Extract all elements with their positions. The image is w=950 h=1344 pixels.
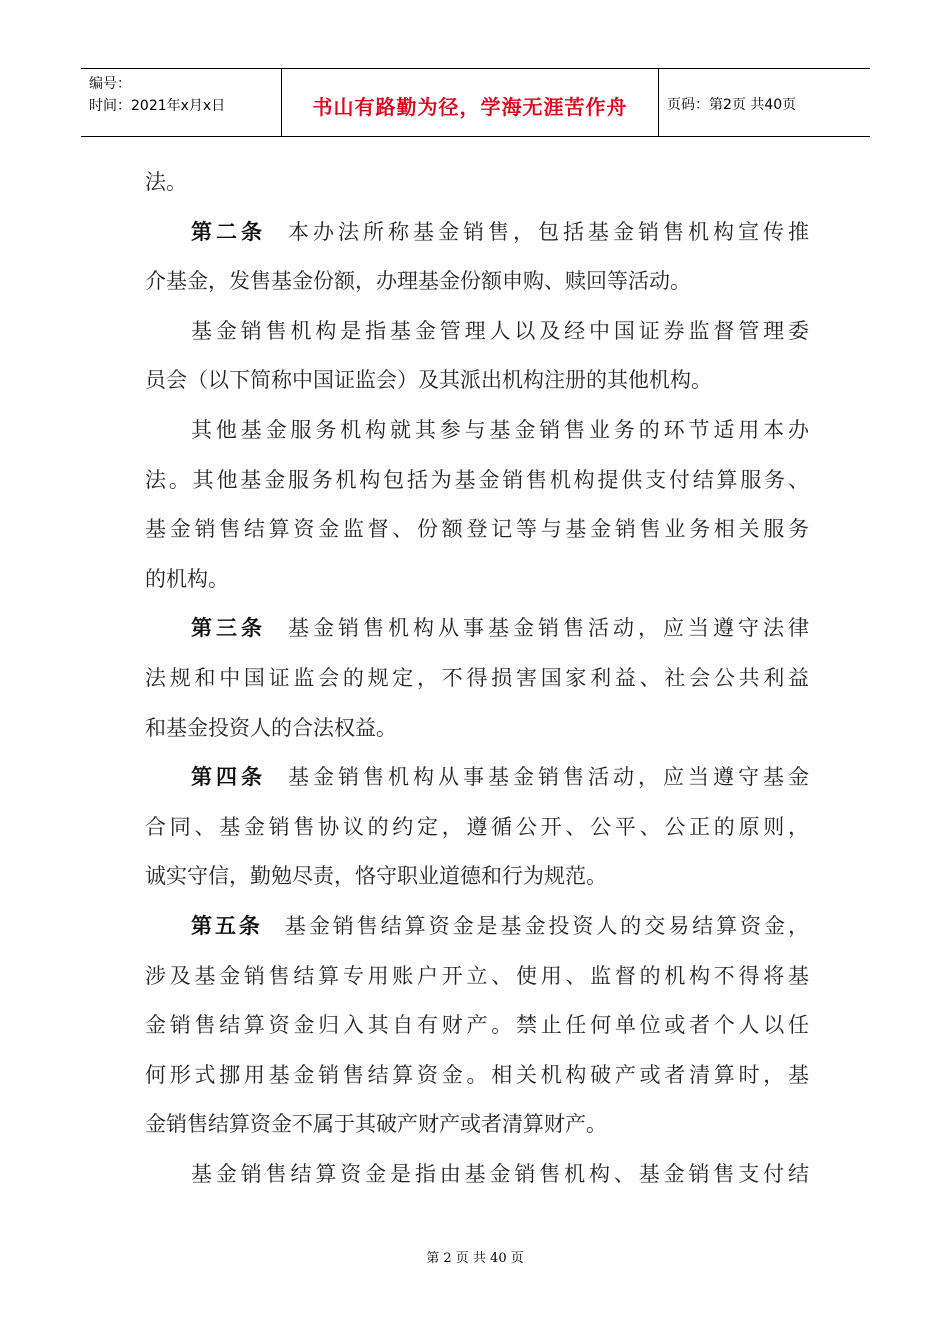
article-heading: 第二条 xyxy=(191,219,266,244)
paragraph-line: 法。其他基金服务机构包括为基金销售机构提供支付结算服务、 xyxy=(145,467,809,492)
document-time-label: 时间：2021年x月x日 xyxy=(89,98,226,114)
paragraph-line: 基金销售结算资金监督、份额登记等与基金销售业务相关服务 xyxy=(145,517,809,542)
paragraph-line: 基金销售结算资金是指由基金销售机构、基金销售支付结 xyxy=(191,1161,809,1186)
paragraph-line: 金销售结算资金归入其自有财产。禁止任何单位或者个人以任 xyxy=(145,1013,809,1038)
paragraph-line: 法。 xyxy=(145,170,187,194)
article-heading: 第五条 xyxy=(191,913,263,938)
paragraph-line: 法规和中国证监会的规定，不得损害国家利益、社会公共利益 xyxy=(145,665,809,690)
article-5-line xyxy=(145,902,809,952)
paragraph-line: 其他基金服务机构就其参与基金销售业务的环节适用本办 xyxy=(191,417,809,442)
page-footer: 第 2 页 共 40 页 xyxy=(426,1251,524,1266)
article-3-line xyxy=(145,604,809,654)
header-meta-cell xyxy=(81,69,282,136)
header-motto: 书山有路勤为径，学海无涯苦作舟 xyxy=(312,95,628,119)
paragraph-text: 基金销售机构从事基金销售活动，应当遵守法律 xyxy=(288,616,809,641)
paragraph-line: 合同、基金销售协议的约定，遵循公开、公平、公正的原则， xyxy=(145,814,809,839)
paragraph-line: 何形式挪用基金销售结算资金。相关机构破产或者清算时，基 xyxy=(145,1062,809,1087)
paragraph-text: 基金销售机构从事基金销售活动，应当遵守基金 xyxy=(288,765,809,790)
paragraph-line: 员会（以下简称中国证监会）及其派出机构注册的其他机构。 xyxy=(145,368,712,393)
article-4-line xyxy=(145,753,809,803)
article-heading: 第四条 xyxy=(191,765,266,790)
paragraph-line: 金销售结算资金不属于其破产财产或者清算财产。 xyxy=(145,1112,607,1137)
article-heading: 第三条 xyxy=(191,616,266,641)
document-number-label: 编号： xyxy=(89,76,131,92)
paragraph-line: 涉及基金销售结算专用账户开立、使用、监督的机构不得将基 xyxy=(145,963,809,988)
header-page-cell xyxy=(659,69,870,136)
article-2-line xyxy=(145,208,809,258)
paragraph-line: 和基金投资人的合法权益。 xyxy=(145,715,397,740)
paragraph-text: 本办法所称基金销售，包括基金销售机构宣传推 xyxy=(288,219,809,244)
document-body xyxy=(145,158,809,1199)
paragraph-line: 的机构。 xyxy=(145,566,229,591)
header-motto-cell xyxy=(282,69,659,136)
paragraph-line: 诚实守信，勤勉尽责，恪守职业道德和行为规范。 xyxy=(145,864,607,889)
header-page-code: 页码：第2页 共40页 xyxy=(667,97,797,113)
paragraph-text: 基金销售结算资金是基金投资人的交易结算资金， xyxy=(284,913,809,938)
paragraph-line: 介基金，发售基金份额，办理基金份额申购、赎回等活动。 xyxy=(145,269,691,294)
paragraph-line: 基金销售机构是指基金管理人以及经中国证券监督管理委 xyxy=(191,318,809,343)
document-header xyxy=(81,68,870,137)
